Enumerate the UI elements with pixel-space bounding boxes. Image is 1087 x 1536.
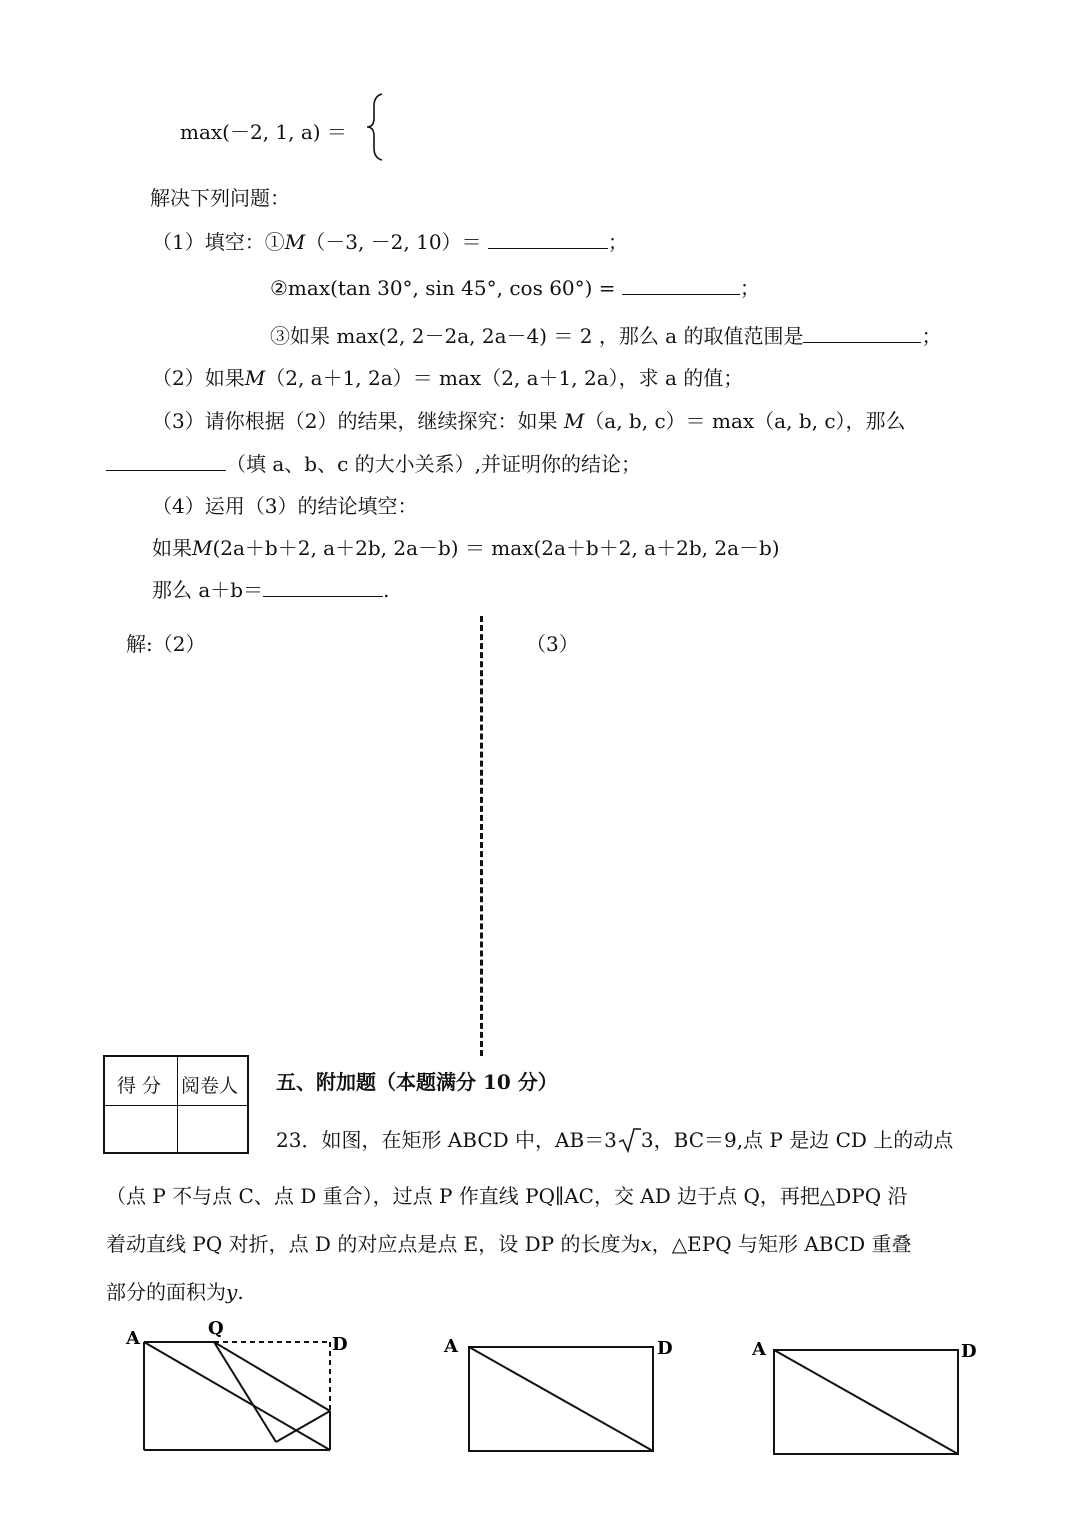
score-table-hline bbox=[105, 1105, 247, 1106]
q4-blank[interactable] bbox=[263, 578, 383, 597]
q3-blank[interactable] bbox=[106, 452, 226, 471]
q4-prefix: 如果 bbox=[152, 536, 192, 560]
fig2-label-a: A bbox=[444, 1336, 458, 1357]
q1-item1-blank[interactable] bbox=[488, 230, 608, 249]
q2-rest: （2, a＋1, 2a）＝ max（2, a＋1, 2a），求 a 的值； bbox=[265, 366, 744, 390]
q1-item3: ③如果 max(2, 2－2a, 2a－4) ＝ 2 ，那么 a 的取值范围是 bbox=[270, 324, 804, 348]
q1-item2: ②max(tan 30°, sin 45°, cos 60°) = bbox=[270, 276, 616, 300]
p23-line3-b: ，△EPQ 与矩形 ABCD 重叠 bbox=[651, 1232, 912, 1256]
fig2-label-d: D bbox=[657, 1338, 673, 1359]
q4-line1: （4）运用（3）的结论填空： bbox=[152, 494, 418, 518]
fig3-label-d: D bbox=[961, 1341, 977, 1362]
section5-title: 五、附加题（本题满分 10 分） bbox=[276, 1070, 558, 1094]
p23-line3-a: 着动直线 PQ 对折，点 D 的对应点是点 E，设 DP 的长度为 bbox=[106, 1232, 641, 1256]
sqrt-symbol bbox=[617, 1127, 641, 1153]
problem23-line4 bbox=[106, 1276, 244, 1305]
q2-fn: M bbox=[244, 366, 266, 390]
q1-item1-end: ； bbox=[607, 230, 628, 254]
p23-sqrt-value: 3 bbox=[640, 1128, 654, 1152]
grader-label: 阅卷人 bbox=[181, 1075, 239, 1097]
definition-lhs: max(－2, 1, a) ＝ bbox=[180, 120, 347, 144]
score-label: 得 分 bbox=[117, 1075, 162, 1097]
fig3-label-a: A bbox=[752, 1339, 766, 1360]
q1-item2-end: ； bbox=[739, 276, 760, 300]
q1-prefix: （1）填空：① bbox=[152, 230, 285, 254]
q1-item1-args: （－3, －2, 10）＝ bbox=[305, 230, 482, 254]
q2-prefix: （2）如果 bbox=[152, 366, 245, 390]
score-table bbox=[103, 1055, 249, 1154]
figure-3 bbox=[748, 1334, 988, 1460]
figure-2 bbox=[440, 1330, 680, 1456]
problem23-line3 bbox=[106, 1228, 912, 1257]
figure-1 bbox=[120, 1316, 360, 1456]
q3-prefix: （3）请你根据（2）的结果，继续探究：如果 bbox=[152, 409, 558, 433]
p23-var-x: x bbox=[640, 1232, 652, 1256]
q3-line2 bbox=[106, 448, 641, 477]
q3-line2-text: （填 a、b、c 的大小关系）,并证明你的结论； bbox=[226, 452, 641, 476]
q1-line1 bbox=[152, 226, 628, 255]
fig1-line-ep bbox=[276, 1411, 330, 1442]
p23-text-b: ，BC＝9,点 P 是边 CD 上的动点 bbox=[653, 1128, 954, 1152]
q4-line3-end: . bbox=[383, 578, 390, 602]
p23-text-a: 23．如图，在矩形 ABCD 中，AB＝3 bbox=[276, 1128, 617, 1152]
q1-line2 bbox=[270, 272, 760, 301]
fig1-label-d: D bbox=[332, 1334, 348, 1355]
answer-left-label: 解:（2） bbox=[126, 632, 206, 656]
q2-line bbox=[152, 362, 743, 391]
fig1-label-a: A bbox=[126, 1328, 140, 1349]
q1-item2-blank[interactable] bbox=[622, 276, 740, 295]
p23-line4-a: 部分的面积为 bbox=[106, 1280, 226, 1304]
p23-var-y: y bbox=[226, 1280, 238, 1304]
problem23-line2: （点 P 不与点 C、点 D 重合），过点 P 作直线 PQ∥AC，交 AD 边于点 Q，再把△DPQ 沿 bbox=[106, 1184, 908, 1208]
q4-fn: M bbox=[192, 536, 213, 560]
left-brace bbox=[364, 92, 386, 162]
q1-item3-end: ； bbox=[921, 324, 942, 348]
problem23-line1 bbox=[276, 1124, 953, 1153]
p23-line4-b: . bbox=[237, 1280, 244, 1304]
q1-fn: M bbox=[284, 230, 306, 254]
fig1-label-q: Q bbox=[208, 1318, 224, 1339]
fig1-line-qe bbox=[214, 1342, 276, 1442]
fig1-diagonal-ac bbox=[144, 1342, 330, 1450]
q4-line3 bbox=[152, 574, 389, 603]
fig2-diagonal-ac bbox=[469, 1347, 653, 1451]
q4-line3-text: 那么 a＋b＝ bbox=[152, 578, 264, 602]
fig3-diagonal-ac bbox=[774, 1350, 958, 1454]
q1-item3-blank[interactable] bbox=[803, 324, 921, 343]
intro-text: 解决下列问题： bbox=[150, 186, 290, 210]
answer-right-label: （3） bbox=[526, 632, 579, 656]
answer-divider bbox=[480, 616, 483, 1056]
q4-line2 bbox=[152, 532, 780, 561]
q3-fn: M bbox=[563, 409, 585, 433]
fig1-line-pq bbox=[214, 1342, 330, 1411]
q1-line3 bbox=[270, 320, 941, 349]
q3-rest: （a, b, c）＝ max（a, b, c），那么 bbox=[584, 409, 906, 433]
q4-rest: (2a＋b＋2, a＋2b, 2a－b) ＝ max(2a＋b＋2, a＋2b, 2a－b) bbox=[212, 536, 780, 560]
q3-line1 bbox=[152, 405, 906, 434]
